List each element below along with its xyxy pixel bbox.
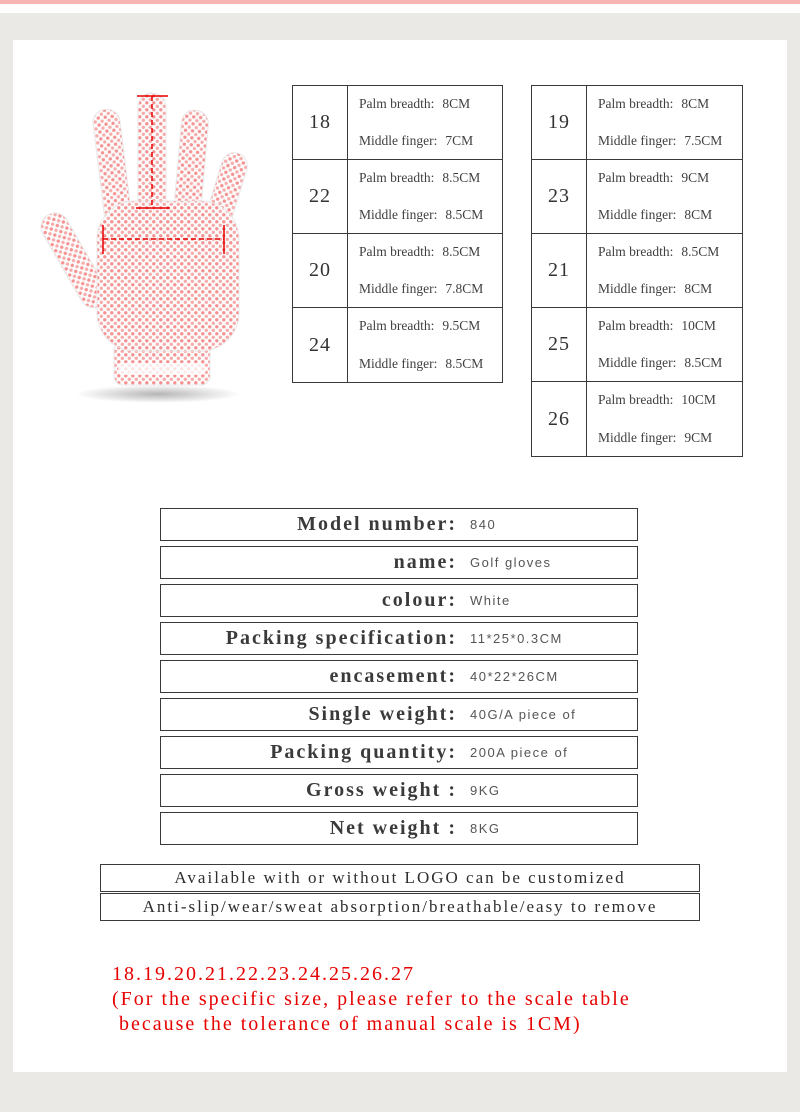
palm-label: Palm breadth: — [598, 96, 674, 111]
spec-label: Gross weight : — [306, 779, 457, 801]
finger-value: 8.5CM — [684, 355, 723, 370]
spec-value: Golf gloves — [470, 555, 552, 570]
spec-label: name: — [393, 551, 457, 573]
spec-row-colour — [160, 584, 638, 617]
finger-label: Middle finger: — [598, 207, 677, 222]
spec-value: 9KG — [470, 783, 501, 798]
measurement-cell — [587, 234, 742, 308]
palm-label: Palm breadth: — [359, 318, 435, 333]
measurement-cell — [348, 234, 502, 308]
size-cell: 25 — [532, 308, 587, 382]
spec-row-name — [160, 546, 638, 579]
finger-label: Middle finger: — [598, 133, 677, 148]
size-footnote — [112, 962, 631, 1037]
measurement-cell — [587, 382, 742, 456]
palm-value: 8.5CM — [681, 244, 720, 259]
palm-label: Palm breadth: — [598, 392, 674, 407]
spec-row-encasement — [160, 660, 638, 693]
palm-value: 9.5CM — [442, 318, 481, 333]
finger-value: 7.5CM — [684, 133, 723, 148]
banner-logo-customized: Available with or without LOGO can be customized — [100, 864, 700, 892]
glove-shadow — [76, 385, 240, 403]
finger-label: Middle finger: — [359, 133, 438, 148]
palm-label: Palm breadth: — [598, 170, 674, 185]
finger-label: Middle finger: — [359, 207, 438, 222]
spec-value: 840 — [470, 517, 497, 532]
palm-label: Palm breadth: — [359, 170, 435, 185]
palm-value: 10CM — [681, 392, 716, 407]
palm-label: Palm breadth: — [598, 318, 674, 333]
finger-value: 8CM — [684, 207, 713, 222]
spec-row-model-number — [160, 508, 638, 541]
palm-label: Palm breadth: — [359, 96, 435, 111]
size-table-right — [531, 85, 743, 457]
palm-label: Palm breadth: — [359, 244, 435, 259]
spec-row-single-weight — [160, 698, 638, 731]
spec-value: 200A piece of — [470, 745, 569, 760]
measurement-cell — [348, 160, 502, 234]
finger-label: Middle finger: — [598, 355, 677, 370]
spec-row-gross-weight — [160, 774, 638, 807]
glove-svg — [40, 73, 280, 418]
size-cell: 24 — [293, 308, 348, 382]
glove-image — [40, 73, 280, 418]
size-cell: 23 — [532, 160, 587, 234]
measurement-cell — [348, 308, 502, 382]
spec-value: 11*25*0.3CM — [470, 631, 563, 646]
finger-label: Middle finger: — [598, 281, 677, 296]
finger-value: 8CM — [684, 281, 713, 296]
finger-value: 8.5CM — [445, 207, 484, 222]
spec-label: encasement: — [329, 665, 457, 687]
measurement-cell — [587, 86, 742, 160]
spec-row-packing-quantity — [160, 736, 638, 769]
size-cell: 26 — [532, 382, 587, 456]
spec-label: Packing quantity: — [270, 741, 457, 763]
finger-value: 8.5CM — [445, 356, 484, 371]
measurement-cell — [587, 160, 742, 234]
size-cell: 21 — [532, 234, 587, 308]
finger-value: 7.8CM — [445, 281, 484, 296]
cuff-highlight — [118, 363, 206, 375]
spec-label: Net weight : — [329, 817, 457, 839]
footnote-note-line-1: (For the specific size, please refer to the scale table — [112, 988, 631, 1010]
finger-label: Middle finger: — [598, 430, 677, 445]
spec-value: 8KG — [470, 821, 501, 836]
spec-row-net-weight — [160, 812, 638, 845]
spec-label: Single weight: — [308, 703, 457, 725]
spec-value: 40G/A piece of — [470, 707, 577, 722]
palm-value: 8.5CM — [442, 244, 481, 259]
spec-list — [160, 508, 638, 850]
banner-features: Anti-slip/wear/sweat absorption/breathable/easy to remove — [100, 893, 700, 921]
palm-value: 10CM — [681, 318, 716, 333]
spec-value: 40*22*26CM — [470, 669, 559, 684]
spec-label: Model number: — [297, 513, 457, 535]
footnote-sizes-line: 18.19.20.21.22.23.24.25.26.27 — [112, 963, 415, 985]
measurement-cell — [587, 308, 742, 382]
palm-label: Palm breadth: — [598, 244, 674, 259]
palm-value: 8CM — [681, 96, 710, 111]
finger-label: Middle finger: — [359, 356, 438, 371]
finger-value: 7CM — [445, 133, 474, 148]
spec-label: Packing specification: — [225, 627, 457, 649]
size-cell: 18 — [293, 86, 348, 160]
footnote-note-line-2: because the tolerance of manual scale is 1CM) — [112, 1013, 582, 1035]
top-white-strip — [0, 4, 800, 13]
spec-value: White — [470, 593, 511, 608]
finger-value: 9CM — [684, 430, 713, 445]
measurement-cell — [348, 86, 502, 160]
finger-label: Middle finger: — [359, 281, 438, 296]
palm-value: 8CM — [442, 96, 471, 111]
size-table-left — [292, 85, 503, 383]
size-cell: 22 — [293, 160, 348, 234]
spec-row-packing-specification — [160, 622, 638, 655]
palm-value: 8.5CM — [442, 170, 481, 185]
size-cell: 19 — [532, 86, 587, 160]
size-cell: 20 — [293, 234, 348, 308]
spec-label: colour: — [381, 589, 457, 611]
palm-value: 9CM — [681, 170, 710, 185]
